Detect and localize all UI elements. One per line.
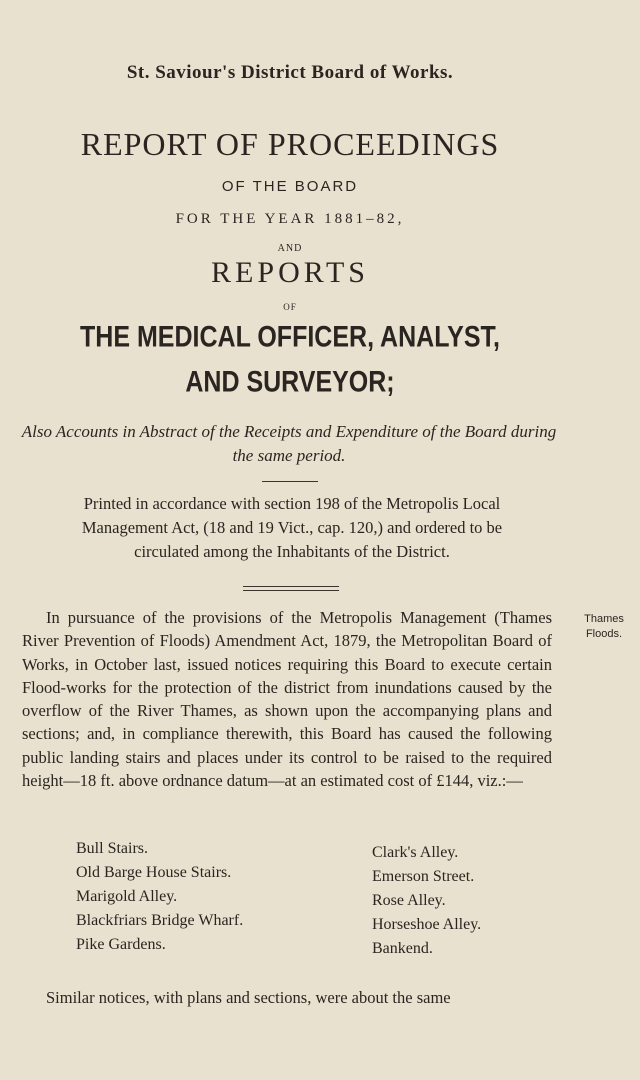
of-line: OF	[283, 302, 297, 312]
place-item: Emerson Street.	[372, 868, 475, 885]
place-item: Bull Stairs.	[76, 840, 149, 857]
report-title: REPORT OF PROCEEDINGS	[80, 126, 500, 162]
place-item: Pike Gardens.	[76, 936, 166, 953]
short-divider	[262, 481, 318, 482]
and-line: AND	[277, 243, 303, 254]
year-line: FOR THE YEAR 1881–82,	[175, 211, 405, 227]
place-item: Rose Alley.	[372, 892, 446, 909]
place-item: Marigold Alley.	[76, 888, 178, 905]
of-the-board-line: OF THE BOARD	[221, 178, 359, 195]
surveyor-heading: AND SURVEYOR;	[185, 365, 395, 399]
printed-note	[22, 492, 562, 564]
also-accounts-subtitle: Also Accounts in Abstract of the Receipts and Expenditure of the Board during the same period.	[21, 422, 557, 465]
medical-officer-heading: THE MEDICAL OFFICER, ANALYST,	[80, 320, 500, 354]
board-name-heading: St. Saviour's District Board of Works.	[126, 62, 454, 83]
margin-note-line: Floods.	[585, 628, 623, 640]
double-divider	[243, 586, 339, 587]
place-item: Horseshoe Alley.	[372, 916, 482, 933]
margin-note	[572, 612, 636, 642]
printed-note-line: Printed in accordance with section 198 of the Metropolis Local	[83, 494, 501, 513]
place-item: Blackfriars Bridge Wharf.	[76, 912, 244, 929]
place-item: Bankend.	[372, 940, 433, 957]
body-paragraph	[22, 606, 552, 792]
margin-note-line: Thames	[584, 613, 624, 625]
paragraph-text: In pursuance of the provisions of the Metropolis Management (Thames River Prevention of Floods) Amendment Act, 1879, the Metropolitan Board of Works, in October last, issued notices requiring this Board to execute certain Flood-works for the protection of the district from inundations caused by the overflow of the River Thames, as shown upon the accompanying plans and sections; and, in compliance therewith, this Board has caused the following public landing stairs and places under its control to be raised to the required height—18 ft. above ordnance datum—at an estimated cost of £144, viz.:—	[22, 608, 552, 791]
place-item: Clark's Alley.	[372, 844, 459, 861]
reports-heading: REPORTS	[211, 256, 369, 289]
printed-note-line: circulated among the Inhabitants of the District.	[134, 542, 450, 561]
printed-note-line: Management Act, (18 and 19 Vict., cap. 120,) and ordered to be	[81, 518, 503, 537]
closing-line: Similar notices, with plans and sections, were about the same	[46, 988, 451, 1007]
place-item: Old Barge House Stairs.	[76, 864, 232, 881]
